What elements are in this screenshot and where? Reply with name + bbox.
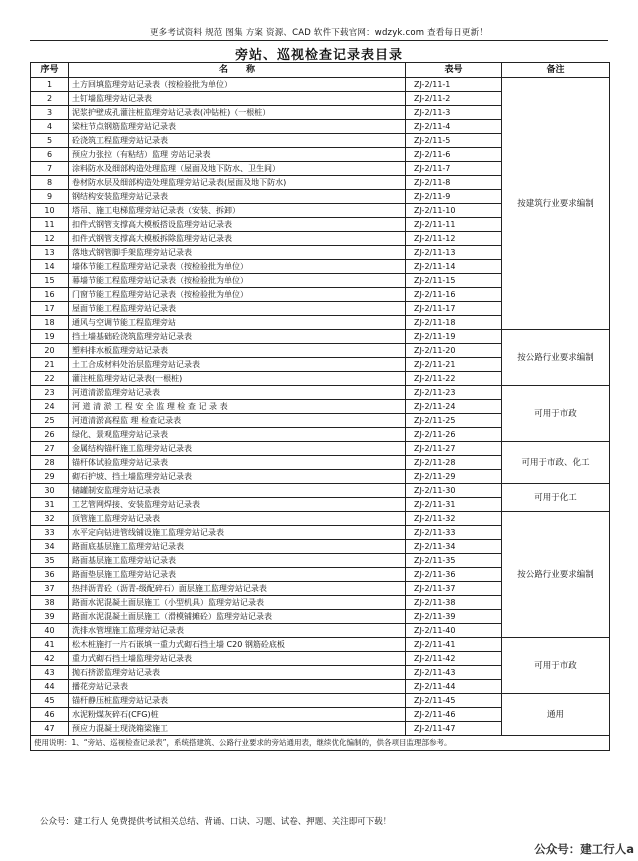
row-name: 绿化、景观监理旁站记录表 (69, 428, 406, 442)
header-note: 更多考试资料 规范 图集 方案 资源、CAD 软件下载官网：wdzyk.com 查看每日更新！ (149, 28, 489, 38)
row-name: 锚杆体试验监理旁站记录表 (69, 456, 406, 470)
row-remark: 可用于市政 (502, 386, 610, 442)
row-name: 屋面节能工程监理旁站记录表 (69, 302, 406, 316)
table-row (31, 694, 610, 708)
row-remark: 按公路行业要求编制 (502, 330, 610, 386)
row-code: ZJ-2/11-7 (406, 162, 502, 176)
row-name: 土工合成材料处治层监理旁站记录表 (69, 358, 406, 372)
row-number: 35 (31, 554, 69, 568)
table-body (31, 78, 610, 736)
row-code: ZJ-2/11-35 (406, 554, 502, 568)
row-number: 20 (31, 344, 69, 358)
col-header-no: 序号 (31, 63, 69, 78)
row-number: 6 (31, 148, 69, 162)
row-name: 路面水泥混凝土面层施工（滑模铺摊砼）监理旁站记录表 (69, 610, 406, 624)
row-number: 2 (31, 92, 69, 106)
row-number: 27 (31, 442, 69, 456)
row-code: ZJ-2/11-47 (406, 722, 502, 736)
row-name: 砼浇筑工程监理旁站记录表 (69, 134, 406, 148)
row-name: 路面底基层施工监理旁站记录表 (69, 540, 406, 554)
row-name: 门窗节能工程监理旁站记录表（按检验批为单位） (69, 288, 406, 302)
row-number: 1 (31, 78, 69, 92)
page-title: 旁站、巡视检查记录表目录 (234, 48, 403, 63)
table-header-row (31, 63, 610, 78)
row-remark: 可用于市政、化工 (502, 442, 610, 484)
row-number: 30 (31, 484, 69, 498)
row-code: ZJ-2/11-16 (406, 288, 502, 302)
row-code: ZJ-2/11-5 (406, 134, 502, 148)
row-name: 洗排水管埋施工监理旁站记录表 (69, 624, 406, 638)
row-code: ZJ-2/11-29 (406, 470, 502, 484)
row-name: 工艺管网焊接、安装监理旁站记录表 (69, 498, 406, 512)
row-code: ZJ-2/11-46 (406, 708, 502, 722)
row-number: 31 (31, 498, 69, 512)
table-row (31, 386, 610, 400)
row-code: ZJ-2/11-9 (406, 190, 502, 204)
row-code: ZJ-2/11-28 (406, 456, 502, 470)
row-number: 15 (31, 274, 69, 288)
row-number: 25 (31, 414, 69, 428)
row-code: ZJ-2/11-43 (406, 666, 502, 680)
col-header-code: 表号 (406, 63, 502, 78)
row-number: 32 (31, 512, 69, 526)
row-code: ZJ-2/11-14 (406, 260, 502, 274)
brand-watermark: 公众号：建工行人a (534, 842, 634, 856)
table-row (31, 442, 610, 456)
row-code: ZJ-2/11-37 (406, 582, 502, 596)
row-number: 12 (31, 232, 69, 246)
table-row (31, 330, 610, 344)
row-number: 17 (31, 302, 69, 316)
table-row (31, 78, 610, 92)
row-name: 涂料防水及细部构造处理监理（屋面及地下防水、卫生间） (69, 162, 406, 176)
row-code: ZJ-2/11-15 (406, 274, 502, 288)
row-number: 8 (31, 176, 69, 190)
row-number: 40 (31, 624, 69, 638)
row-number: 18 (31, 316, 69, 330)
row-number: 23 (31, 386, 69, 400)
row-remark: 可用于市政 (502, 638, 610, 694)
row-number: 44 (31, 680, 69, 694)
row-name: 水平定向钻进管线铺设施工监理旁站记录表 (69, 526, 406, 540)
row-name: 砌石护坡、挡土墙监理旁站记录表 (69, 470, 406, 484)
row-code: ZJ-2/11-33 (406, 526, 502, 540)
row-name: 挡土墙基础砼浇筑监理旁站记录表 (69, 330, 406, 344)
row-code: ZJ-2/11-10 (406, 204, 502, 218)
row-code: ZJ-2/11-32 (406, 512, 502, 526)
row-code: ZJ-2/11-17 (406, 302, 502, 316)
row-code: ZJ-2/11-25 (406, 414, 502, 428)
row-number: 29 (31, 470, 69, 484)
row-code: ZJ-2/11-11 (406, 218, 502, 232)
row-number: 37 (31, 582, 69, 596)
table-row (31, 512, 610, 526)
row-name: 预应力混凝土现浇箱梁施工 (69, 722, 406, 736)
row-number: 41 (31, 638, 69, 652)
row-remark: 通用 (502, 694, 610, 736)
row-number: 22 (31, 372, 69, 386)
row-code: ZJ-2/11-8 (406, 176, 502, 190)
row-code: ZJ-2/11-45 (406, 694, 502, 708)
row-code: ZJ-2/11-24 (406, 400, 502, 414)
row-code: ZJ-2/11-18 (406, 316, 502, 330)
row-code: ZJ-2/11-3 (406, 106, 502, 120)
row-number: 13 (31, 246, 69, 260)
row-code: ZJ-2/11-4 (406, 120, 502, 134)
row-number: 11 (31, 218, 69, 232)
row-number: 39 (31, 610, 69, 624)
table-row (31, 484, 610, 498)
row-name: 土钉墙监理旁站记录表 (69, 92, 406, 106)
row-name: 塔吊、施工电梯监理旁站记录表（安装、拆卸） (69, 204, 406, 218)
row-code: ZJ-2/11-27 (406, 442, 502, 456)
usage-note-row (31, 736, 610, 751)
row-name: 泥浆护壁成孔灌注桩监理旁站记录表(冲钻桩)（一根桩） (69, 106, 406, 120)
row-name: 墙体节能工程监理旁站记录表（按检验批为单位） (69, 260, 406, 274)
row-code: ZJ-2/11-13 (406, 246, 502, 260)
row-name: 落地式钢管脚手架监理旁站记录表 (69, 246, 406, 260)
row-number: 33 (31, 526, 69, 540)
row-code: ZJ-2/11-44 (406, 680, 502, 694)
row-code: ZJ-2/11-31 (406, 498, 502, 512)
row-code: ZJ-2/11-38 (406, 596, 502, 610)
row-number: 4 (31, 120, 69, 134)
row-name: 储罐制安监理旁站记录表 (69, 484, 406, 498)
row-number: 7 (31, 162, 69, 176)
row-name: 幕墙节能工程监理旁站记录表（按检验批为单位） (69, 274, 406, 288)
row-name: 重力式砌石挡土墙监理旁站记录表 (69, 652, 406, 666)
row-name: 扣件式钢管支撑高大模板拆除监理旁站记录表 (69, 232, 406, 246)
row-name: 梁柱节点钢筋监理旁站记录表 (69, 120, 406, 134)
row-number: 45 (31, 694, 69, 708)
row-remark: 按公路行业要求编制 (502, 512, 610, 638)
row-name: 灌注桩监理旁站记录表(一根桩) (69, 372, 406, 386)
row-code: ZJ-2/11-20 (406, 344, 502, 358)
row-number: 26 (31, 428, 69, 442)
row-name: 塑料排水板监理旁站记录表 (69, 344, 406, 358)
row-number: 14 (31, 260, 69, 274)
row-name: 水泥粉煤灰碎石(CFG)桩 (69, 708, 406, 722)
row-name: 河道清淤高程监 理 检查记录表 (69, 414, 406, 428)
row-name: 锚杆静压桩监理旁站记录表 (69, 694, 406, 708)
row-code: ZJ-2/11-19 (406, 330, 502, 344)
row-name: 河 道 清 淤 工 程 安 全 监 理 检 查 记 录 表 (69, 400, 406, 414)
col-header-name: 名 称 (69, 63, 406, 78)
row-number: 9 (31, 190, 69, 204)
row-name: 路面垫层施工监理旁站记录表 (69, 568, 406, 582)
row-name: 通风与空调节能工程监理旁站 (69, 316, 406, 330)
row-code: ZJ-2/11-42 (406, 652, 502, 666)
row-number: 47 (31, 722, 69, 736)
row-number: 16 (31, 288, 69, 302)
col-header-remark: 备注 (502, 63, 610, 78)
row-name: 扣件式钢管支撑高大模板搭设监理旁站记录表 (69, 218, 406, 232)
row-name: 卷材防水层及细部构造处理监理旁站记录表(屋面及地下防水) (69, 176, 406, 190)
row-code: ZJ-2/11-34 (406, 540, 502, 554)
row-remark: 可用于化工 (502, 484, 610, 512)
row-name: 河道清淤监理旁站记录表 (69, 386, 406, 400)
row-number: 5 (31, 134, 69, 148)
row-name: 抛石挤淤监理旁站记录表 (69, 666, 406, 680)
row-code: ZJ-2/11-39 (406, 610, 502, 624)
row-code: ZJ-2/11-41 (406, 638, 502, 652)
row-code: ZJ-2/11-22 (406, 372, 502, 386)
row-name: 钢结构安装监理旁站记录表 (69, 190, 406, 204)
row-number: 3 (31, 106, 69, 120)
table-row (31, 638, 610, 652)
row-number: 28 (31, 456, 69, 470)
row-name: 路面水泥混凝土面层施工（小型机具）监理旁站记录表 (69, 596, 406, 610)
row-name: 热拌沥青砼（沥青-级配碎石）面层施工监理旁站记录表 (69, 582, 406, 596)
row-code: ZJ-2/11-36 (406, 568, 502, 582)
row-name: 松木桩施打一片石嵌填一重力式砌石挡土墙 C20 钢筋砼底板 (69, 638, 406, 652)
row-name: 土方回填监理旁站记录表（按检验批为单位） (69, 78, 406, 92)
row-code: ZJ-2/11-6 (406, 148, 502, 162)
row-code: ZJ-2/11-21 (406, 358, 502, 372)
header-divider (30, 40, 608, 41)
row-number: 19 (31, 330, 69, 344)
usage-note: 使用说明：1、“旁站、巡视检查记录表”，系统搭建筑、公路行业要求的旁站通用表，继续优化编制的，供各项目监理部参考。 (31, 736, 610, 751)
row-name: 顶管施工监理旁站记录表 (69, 512, 406, 526)
row-number: 43 (31, 666, 69, 680)
row-number: 24 (31, 400, 69, 414)
row-name: 金属结构锚杆施工监理旁站记录表 (69, 442, 406, 456)
row-number: 10 (31, 204, 69, 218)
row-number: 21 (31, 358, 69, 372)
row-code: ZJ-2/11-12 (406, 232, 502, 246)
row-code: ZJ-2/11-26 (406, 428, 502, 442)
footer-note: 公众号：建工行人 免费提供考试相关总结、背诵、口诀、习题、试卷、押题、关注即可下载！ (40, 817, 392, 827)
row-name: 路面基层施工监理旁站记录表 (69, 554, 406, 568)
row-code: ZJ-2/11-40 (406, 624, 502, 638)
row-number: 36 (31, 568, 69, 582)
row-number: 38 (31, 596, 69, 610)
row-code: ZJ-2/11-30 (406, 484, 502, 498)
row-code: ZJ-2/11-1 (406, 78, 502, 92)
row-number: 46 (31, 708, 69, 722)
row-code: ZJ-2/11-23 (406, 386, 502, 400)
row-code: ZJ-2/11-2 (406, 92, 502, 106)
row-name: 播花旁站记录表 (69, 680, 406, 694)
row-number: 42 (31, 652, 69, 666)
record-table (30, 62, 610, 751)
row-number: 34 (31, 540, 69, 554)
row-name: 预应力张拉（有粘结）监理 旁站记录表 (69, 148, 406, 162)
row-remark: 按建筑行业要求编制 (502, 78, 610, 330)
